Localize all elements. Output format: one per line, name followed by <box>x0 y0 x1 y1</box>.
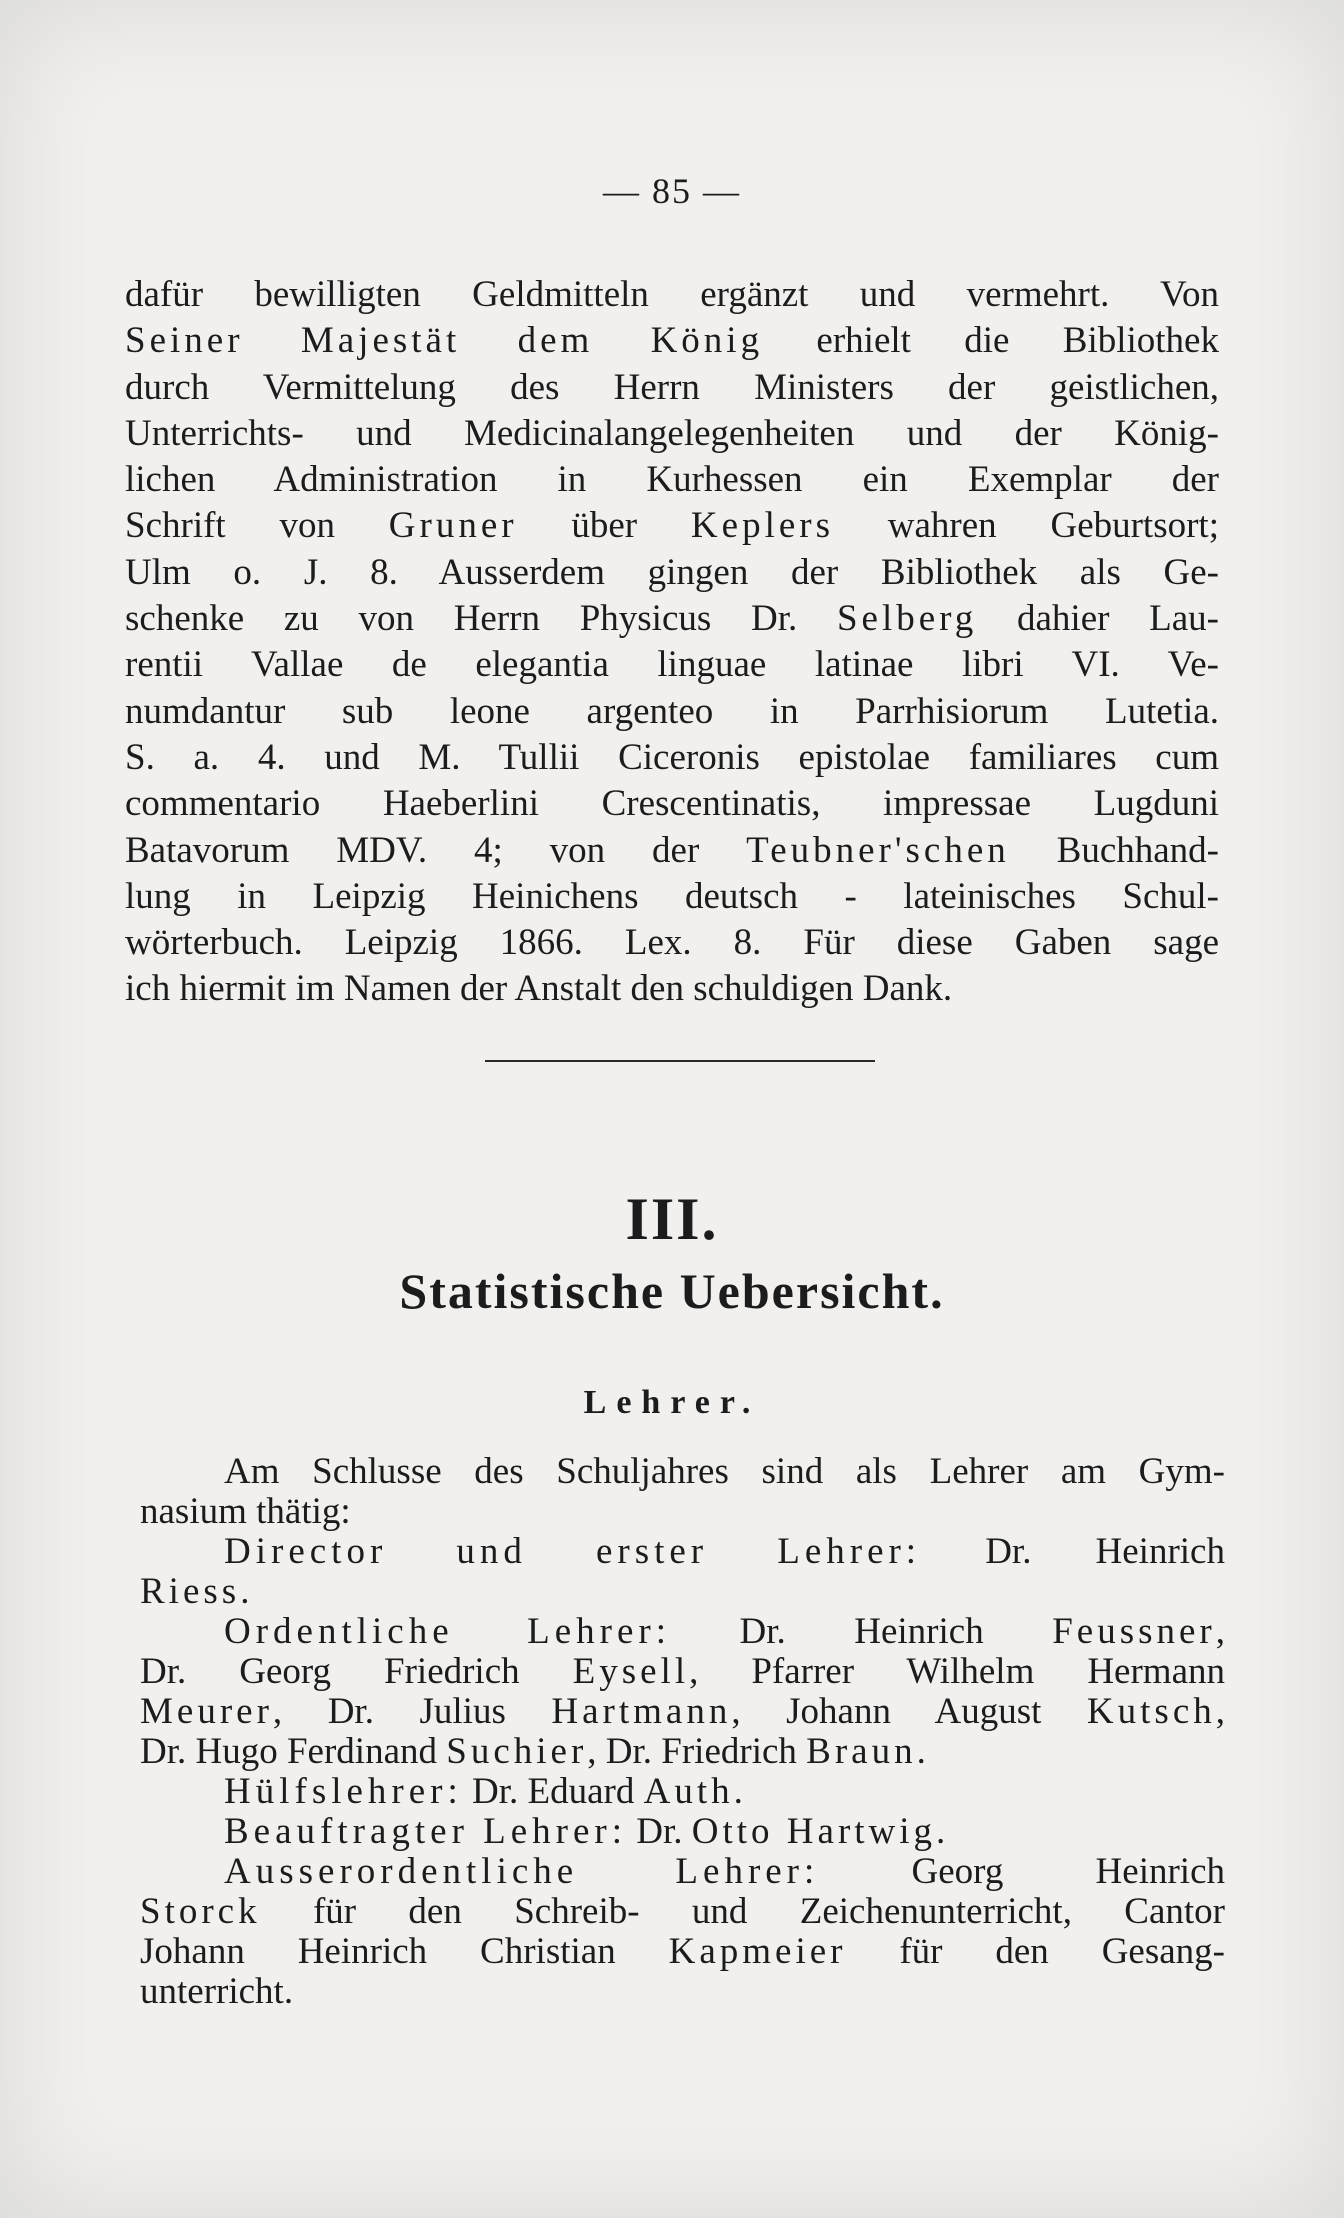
paragraph-line <box>125 920 1219 966</box>
role-label: Hülfslehrer: <box>224 1771 463 1812</box>
text-run: Georg Heinrich <box>819 1851 1225 1892</box>
teachers-intro-line <box>140 1492 1225 1532</box>
text-run: Dr. Eduard <box>462 1771 644 1812</box>
text-run: Dr. Heinrich <box>921 1531 1225 1572</box>
paragraph-line <box>125 642 1219 688</box>
extraordinary-teachers-entry <box>140 1972 1225 2012</box>
ordinary-teachers-entry <box>140 1692 1225 1732</box>
text-run: dafür bewilligten Geldmitteln ergänzt und vermehrt. Von <box>125 274 1219 315</box>
text-run: . <box>916 1731 926 1772</box>
library-paragraph <box>125 272 1219 1013</box>
text-run: erhielt die Bibliothek <box>763 320 1219 362</box>
director-entry <box>140 1532 1225 1572</box>
spaced-name: Gruner <box>388 505 518 547</box>
text-run: numdantur sub leone argenteo in Parrhisiorum Lutetia. <box>125 690 1219 732</box>
text-run: Johann Heinrich Christian <box>140 1931 669 1972</box>
text-run: Ulm o. J. 8. Ausserdem gingen der Bibliothek als Ge- <box>125 551 1219 593</box>
spaced-name: Feussner <box>1052 1611 1216 1652</box>
text-run: rentii Vallae de elegantia linguae latinae libri VI. Ve- <box>125 644 1219 686</box>
spaced-name: Kapmeier <box>668 1931 847 1972</box>
spaced-name: Teubner'schen <box>746 829 1010 871</box>
paragraph-line <box>125 828 1219 874</box>
paragraph-line <box>125 550 1219 596</box>
spaced-name: Storck <box>140 1891 261 1932</box>
paragraph-line <box>125 457 1219 503</box>
spaced-name: Braun <box>806 1731 917 1772</box>
text-run: wörterbuch. Leipzig 1866. Lex. 8. Für diese Gaben sage <box>125 922 1219 964</box>
text-run: Dr. <box>627 1811 692 1852</box>
ordinary-teachers-entry <box>140 1732 1225 1772</box>
paragraph-line <box>125 503 1219 549</box>
text-run: lichen Administration in Kurhessen ein Exemplar der <box>125 459 1219 501</box>
page-number: — 85 — <box>603 171 741 211</box>
section-divider <box>485 1060 875 1062</box>
text-run: über <box>517 505 691 547</box>
role-label: Ordentliche Lehrer: <box>224 1611 672 1652</box>
text-run: . <box>733 1771 743 1812</box>
section-number: III. <box>625 1186 719 1252</box>
text-run: Dr. Georg Friedrich <box>140 1651 573 1692</box>
spaced-name: Meurer <box>140 1691 273 1732</box>
text-run: Dr. Hugo Ferdinand <box>140 1731 447 1772</box>
paragraph-line <box>125 411 1219 457</box>
paragraph-line <box>125 874 1219 920</box>
text-run: für den Gesang- <box>846 1931 1225 1972</box>
role-label: Beauftragter Lehrer: <box>224 1811 628 1852</box>
text-run: Dr. Heinrich <box>671 1611 1053 1652</box>
text-run: , Pfarrer Wilhelm Hermann <box>689 1651 1225 1692</box>
text-run: Buchhand- <box>1009 829 1219 871</box>
role-label: Ausserordentliche Lehrer: <box>224 1851 820 1892</box>
director-entry <box>140 1572 1225 1612</box>
paragraph-line <box>125 689 1219 735</box>
text-run: Schrift von <box>125 505 389 547</box>
text-run: ich hiermit im Namen der Anstalt den schuldigen Dank. <box>125 968 953 1010</box>
text-run: Batavorum MDV. 4; von der <box>125 829 747 871</box>
text-run: durch Vermittelung des Herrn Ministers der geistlichen, <box>125 366 1219 408</box>
spaced-name: Seiner Majestät dem König <box>125 320 764 362</box>
spaced-name: Eysell <box>572 1651 690 1692</box>
text-run: lung in Leipzig Heinichens deutsch - lateinisches Schul- <box>125 875 1219 917</box>
extraordinary-teachers-entry <box>140 1932 1225 1972</box>
ordinary-teachers-entry <box>140 1652 1225 1692</box>
extraordinary-teachers-entry <box>140 1852 1225 1892</box>
spaced-name: Otto Hartwig <box>691 1811 937 1852</box>
paragraph-line <box>125 735 1219 781</box>
paragraph-line <box>125 966 1219 1012</box>
text-run: wahren Geburtsort; <box>834 505 1219 547</box>
paragraph-line <box>125 781 1219 827</box>
text-run: commentario Haeberlini Crescentinatis, impressae Lugduni <box>125 783 1219 825</box>
text-run: für den Schreib- und Zeichenunterricht, Cantor <box>260 1891 1225 1932</box>
text-run: . <box>240 1571 250 1612</box>
spaced-name: Selberg <box>836 598 978 640</box>
text-run: , <box>1215 1611 1225 1652</box>
extraordinary-teachers-entry <box>140 1892 1225 1932</box>
teachers-list <box>140 1452 1225 2012</box>
teachers-intro-line <box>140 1452 1225 1492</box>
text-run: , Johann August <box>731 1691 1087 1732</box>
spaced-name: Riess <box>140 1571 241 1612</box>
text-run: nasium thätig: <box>140 1491 351 1532</box>
commissioned-teacher-entry <box>140 1812 1225 1852</box>
spaced-name: Auth <box>643 1771 734 1812</box>
spaced-name: Suchier <box>446 1731 588 1772</box>
text-run: , Dr. Friedrich <box>587 1731 807 1772</box>
text-run: dahier Lau- <box>977 598 1219 640</box>
assistant-teacher-entry <box>140 1772 1225 1812</box>
text-run: , Dr. Julius <box>272 1691 552 1732</box>
paragraph-line <box>125 596 1219 642</box>
text-run: S. a. 4. und M. Tullii Ciceronis epistolae familiares cum <box>125 736 1219 778</box>
text-run: . <box>936 1811 946 1852</box>
text-run: Am Schlusse des Schuljahres sind als Lehrer am Gym- <box>224 1451 1225 1492</box>
ordinary-teachers-entry <box>140 1612 1225 1652</box>
spaced-name: Hartmann <box>551 1691 732 1732</box>
teachers-heading: Lehrer. <box>583 1384 761 1421</box>
spaced-name: Kutsch <box>1086 1691 1216 1732</box>
text-run: unterricht. <box>140 1971 294 2012</box>
paragraph-line <box>125 318 1219 364</box>
paragraph-line <box>125 365 1219 411</box>
paragraph-line <box>125 272 1219 318</box>
text-run: , <box>1215 1691 1225 1732</box>
text-run: Unterrichts- und Medicinalangelegenheiten und der König- <box>125 412 1219 454</box>
section-title: Statistische Uebersicht. <box>399 1263 945 1319</box>
role-label: Director und erster Lehrer: <box>224 1531 922 1572</box>
spaced-name: Keplers <box>690 505 834 547</box>
text-run: schenke zu von Herrn Physicus Dr. <box>125 598 837 640</box>
